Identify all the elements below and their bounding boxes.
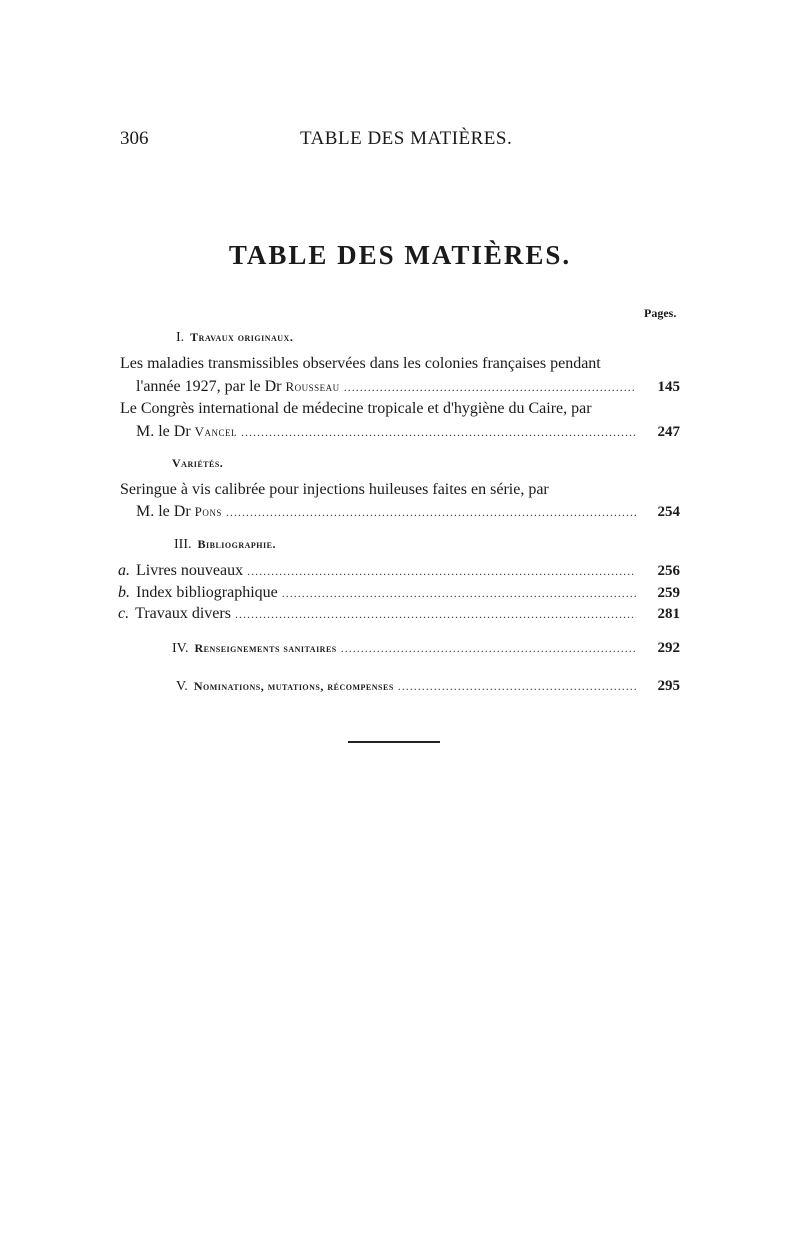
leader-dots <box>226 505 636 520</box>
page-number: 306 <box>120 128 149 149</box>
toc-entry-line: Le Congrès international de médecine tropicale et d'hygiène du Caire, par <box>120 400 592 417</box>
toc-page-number: 281 <box>657 606 680 622</box>
section-numeral: I. <box>176 330 185 345</box>
toc-entry <box>136 503 680 521</box>
toc-entry-text: Travaux divers <box>135 605 231 622</box>
toc-entry <box>118 562 680 580</box>
toc-page-number: 292 <box>657 640 680 656</box>
toc-entry-text: M. le Dr <box>136 423 195 440</box>
section-title: Variétés. <box>172 456 224 470</box>
toc-entry <box>136 378 680 396</box>
toc-page-number: 254 <box>657 504 680 520</box>
section-heading-travaux <box>176 330 293 346</box>
leader-dots <box>398 679 636 694</box>
section-title: Travaux originaux. <box>190 330 294 344</box>
toc-page-number: 259 <box>657 585 680 601</box>
running-title: TABLE DES MATIÈRES. <box>300 128 513 149</box>
toc-entry-line: Les maladies transmissibles observées dans les colonies françaises pendant <box>120 355 601 372</box>
leader-dots <box>282 586 636 601</box>
toc-page-number: 295 <box>657 678 680 694</box>
section-title: Renseignements sanitaires <box>194 641 337 655</box>
pages-column-label: Pages. <box>644 306 677 320</box>
page-title: TABLE DES MATIÈRES. <box>228 240 572 270</box>
toc-entry <box>136 423 680 441</box>
toc-entry <box>118 584 680 602</box>
toc-entry-author: Pons <box>194 504 222 519</box>
section-numeral: IV. <box>172 641 189 656</box>
toc-entry-text: l'année 1927, par le Dr <box>136 378 286 395</box>
toc-entry-text: Livres nouveaux <box>136 562 244 579</box>
closing-rule <box>348 741 440 743</box>
toc-entry-author: Rousseau <box>285 379 340 394</box>
toc-entry-letter: a. <box>118 562 130 579</box>
toc-page-number: 256 <box>657 563 680 579</box>
leader-dots <box>241 425 636 440</box>
leader-dots <box>341 641 636 656</box>
section-numeral: III. <box>174 537 192 552</box>
toc-entry <box>118 605 680 623</box>
toc-entry-letter: b. <box>118 584 130 601</box>
section-heading-bibliographie <box>174 537 276 553</box>
toc-entry-author: Vancel <box>194 424 238 439</box>
toc-page-number: 247 <box>657 424 680 440</box>
section-title: Bibliographie. <box>197 537 276 551</box>
toc-entry-line: Seringue à vis calibrée pour injections huileuses faites en série, par <box>120 481 549 498</box>
section-title: Nominations, mutations, récompenses <box>193 679 394 693</box>
toc-entry-text: M. le Dr <box>136 503 195 520</box>
leader-dots <box>247 564 636 579</box>
toc-entry <box>172 640 680 657</box>
toc-entry-text: Index bibliographique <box>136 584 278 601</box>
section-heading-varietes <box>172 456 223 471</box>
toc-page-number: 145 <box>657 379 680 395</box>
leader-dots <box>235 607 636 622</box>
section-numeral: V. <box>176 679 188 694</box>
toc-entry <box>176 678 680 695</box>
toc-entry-letter: c. <box>118 605 130 622</box>
leader-dots <box>344 380 636 395</box>
